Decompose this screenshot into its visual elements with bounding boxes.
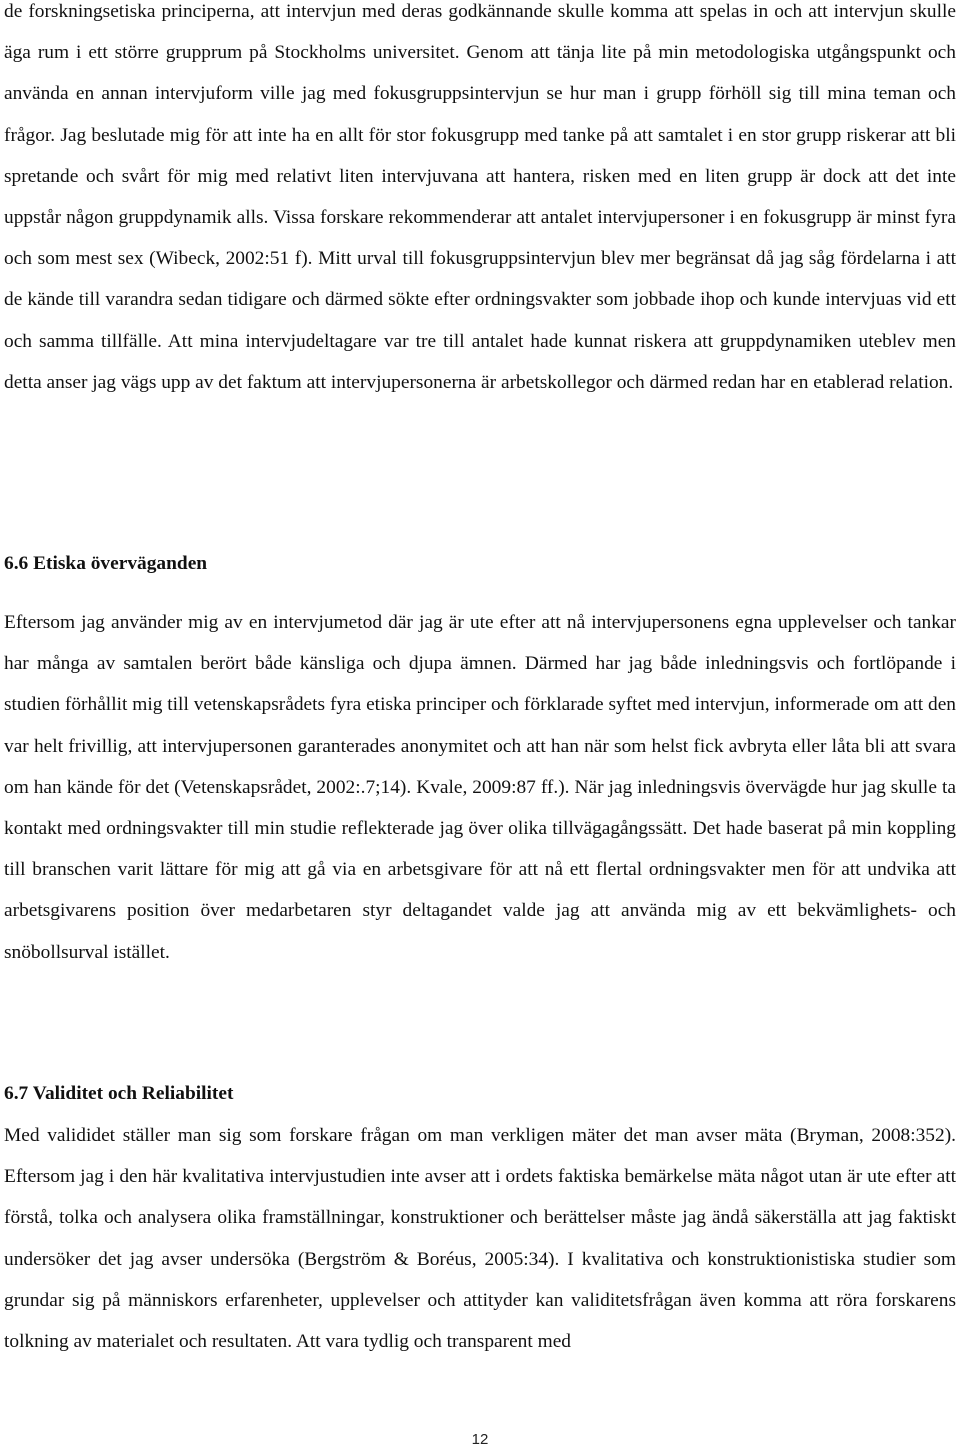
page-number: 12 bbox=[471, 1431, 489, 1448]
section-heading: 6.6 Etiska överväganden bbox=[4, 553, 208, 574]
section-heading: 6.7 Validitet och Reliabilitet bbox=[4, 1083, 234, 1104]
body-paragraph: de forskningsetiska principerna, att intervjun med deras godkännande skulle komma att spelas in och att intervjun skulle äga rum i ett större grupprum på Stockholms universitet. Genom att tänja lite på min metodologiska utgångspunkt och använda en annan intervjuform ville jag med fokusgruppsintervjun se hur man i grupp förhöll sig till mina teman och frågor. Jag beslutade mig för att inte ha en allt för stor fokusgrupp med tanke på att samtalet i en stor grupp riskerar att bli spretande och svårt för mig med relativt liten intervjuvana att hantera, risken med en liten grupp är dock att det inte uppstår någon gruppdynamik alls. Vissa forskare rekommenderar att antalet intervjupersoner i en fokusgrupp är minst fyra och som mest sex (Wibeck, 2002:51 f). Mitt urval till fokusgruppsintervjun blev mer begränsat då jag såg fördelarna i att de kände till varandra sedan tidigare och därmed sökte efter ordningsvakter som jobbade ihop och kunde intervjuas vid ett och samma tillfälle. Att mina intervjudeltagare var tre till antalet hade kunnat riskera att gruppdynamiken uteblev men detta anser jag vägs upp av det faktum att intervjupersonerna är arbetskollegor och därmed redan har en etablerad relation. bbox=[4, 1, 956, 393]
body-paragraph: Med valididet ställer man sig som forskare frågan om man verkligen mäter det man avser mäta (Bryman, 2008:352). Eftersom jag i den här kvalitativa intervjustudien inte avser att i ordets faktiska bemärkelse mäta något utan är ute efter att förstå, tolka och analysera olika framställningar, konstruktioner och berättelser måste jag ändå säkerställa att jag faktiskt undersöker det jag avser undersöka (Bergström & Boréus, 2005:34). I kvalitativa och konstruktionistiska studier som grundar sig på människors erfarenheter, upplevelser och attityder kan validitetsfrågan även komma att röra forskarens tolkning av materialet och resultaten. Att vara tydlig och transparent med bbox=[4, 1125, 956, 1353]
body-paragraph: Eftersom jag använder mig av en intervjumetod där jag är ute efter att nå intervjupersonens egna upplevelser och tankar har många av samtalen berört både känsliga och djupa ämnen. Därmed har jag både inledningsvis och fortlöpande i studien förhållit mig till vetenskapsrådets fyra etiska principer och förklarade syftet med intervjun, informerade om att den var helt frivillig, att intervjupersonen garanterades anonymitet och att han när som helst fick avbryta eller låta bli att svara om han kände för det (Vetenskapsrådet, 2002:.7;14). Kvale, 2009:87 ff.). När jag inledningsvis övervägde hur jag skulle ta kontakt med ordningsvakter till min studie reflekterade jag över olika tillvägagångssätt. Det hade baserat på min koppling till branschen varit lättare för mig att gå via en arbetsgivare för att nå ett flertal ordningsvakter men för att undvika att arbetsgivarens position över medarbetaren styr deltagandet valde jag att använda mig av ett bekvämlighets- och snöbollsurval istället. bbox=[4, 612, 956, 963]
